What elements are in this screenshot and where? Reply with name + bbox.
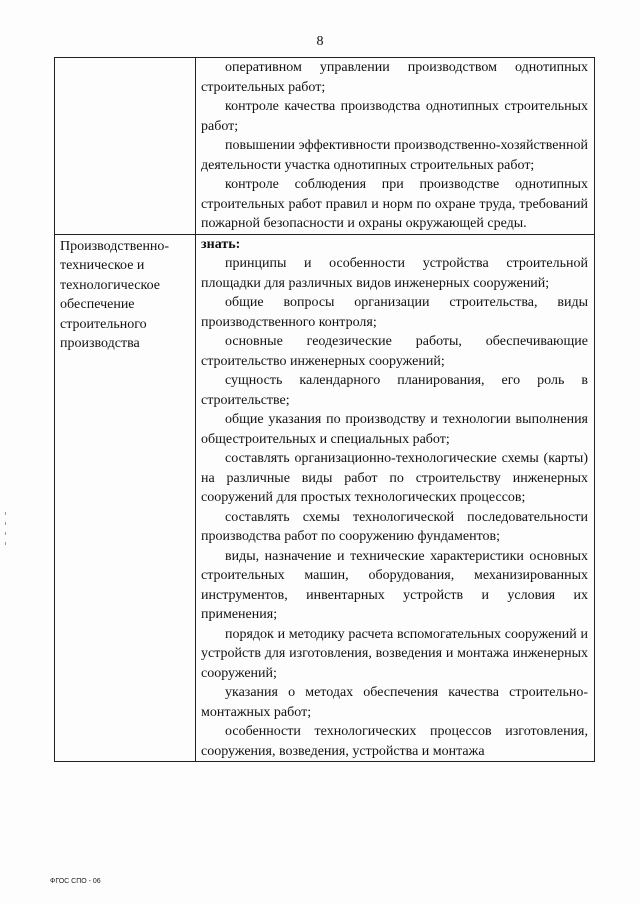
list-item: контроле качества производства однотипных строительных работ; — [201, 99, 588, 134]
row1-left-text — [55, 58, 195, 60]
row2-content — [196, 235, 594, 762]
row2-right-cell — [196, 234, 595, 762]
list-item: оперативном управлении производством однотипных строительных работ; — [201, 60, 588, 95]
list-item: указания о методах обеспечения качества строительно-монтажных работ; — [201, 685, 588, 720]
section-title: Производственно-техническое и технологическое обеспечение строительного производства — [60, 238, 170, 351]
table-row — [55, 234, 595, 762]
list-item: виды, назначение и технические характеристики основных строительных машин, оборудования, механизированных инструментов, инвентарных устройств и условия их применения; — [201, 548, 588, 622]
table-row — [55, 58, 595, 235]
list-item: общие указания по производству и технологии выполнения общестроительных и специальных работ; — [201, 412, 588, 447]
row1-right-cell — [196, 58, 595, 235]
margin-marks — [5, 512, 7, 552]
page-number: 8 — [316, 34, 324, 49]
list-item: основные геодезические работы, обеспечивающие строительство инженерных сооружений; — [201, 334, 588, 369]
list-item: повышении эффективности производственно-хозяйственной деятельности участка однотипных строительных работ; — [201, 138, 588, 173]
list-item: общие вопросы организации строительства, виды производственного контроля; — [201, 295, 588, 330]
row1-left-cell — [55, 58, 196, 235]
list-item: принципы и особенности устройства строительной площадки для различных видов инженерных сооружений; — [201, 256, 588, 291]
list-item: составлять схемы технологической последовательности производства работ по сооружению фундаментов; — [201, 509, 588, 544]
know-heading: знать: — [201, 236, 241, 252]
list-item: порядок и методику расчета вспомогательных сооружений и устройств для изготовления, возведения и монтажа инженерных сооружений; — [201, 626, 588, 681]
list-item: контроле соблюдения при производстве однотипных строительных работ правил и норм по охране труда, требований пожарной безопасности и охраны окружающей среды. — [201, 177, 588, 231]
standard-table — [54, 57, 595, 762]
list-item: особенности технологических процессов изготовления, сооружения, возведения, устройства и монтажа — [201, 724, 588, 759]
row1-content — [196, 58, 594, 234]
page-footer: ФГОС СПО - 06 — [50, 878, 101, 885]
list-item: сущность календарного планирования, его роль в строительстве; — [201, 373, 588, 408]
list-item: составлять организационно-технологические схемы (карты) на различные виды работ по строительству инженерных сооружений для простых технологических процессов; — [201, 451, 588, 505]
row2-left-cell — [55, 234, 196, 762]
